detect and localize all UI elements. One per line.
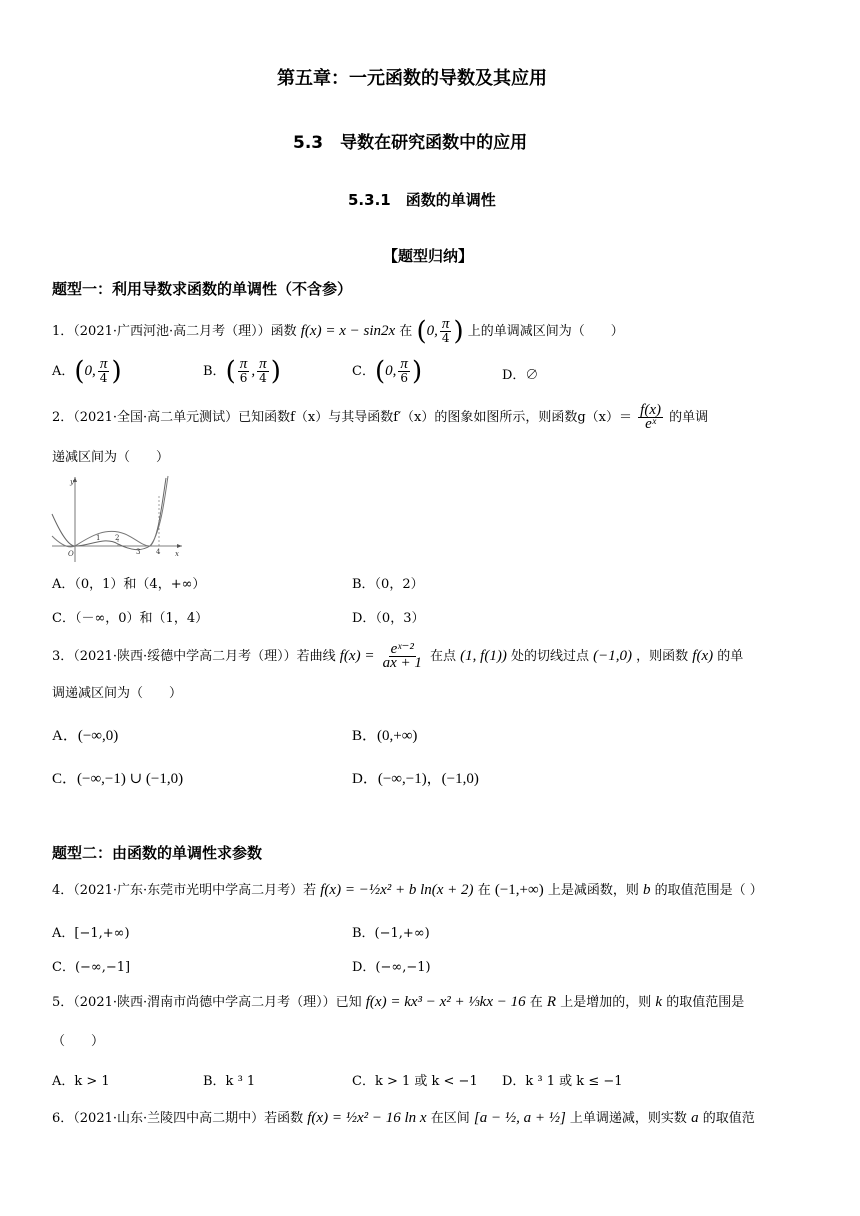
q2-line2: 递减区间为（ ） <box>52 450 170 465</box>
q5-option-b[interactable]: B．k ³ 1 <box>203 1074 256 1089</box>
graph-label-x: x <box>175 550 179 558</box>
q3-mid2: 处的切线过点 <box>510 649 589 664</box>
q5-r: R <box>546 994 557 1010</box>
q5-line2: （ ） <box>52 1034 105 1049</box>
q1-option-d[interactable]: D．∅ <box>502 368 539 383</box>
q5-option-c[interactable]: C．k > 1 或 k < −1 <box>352 1074 478 1089</box>
q3-point2: (−1,0) <box>593 648 632 664</box>
q1-mid: 在 <box>399 324 413 339</box>
q4-prefix: 4．（2021·广东·东莞市光明中学高二月考）若 <box>52 883 317 898</box>
q4-suffix: 上是减函数，则 <box>547 883 639 898</box>
q2-option-d[interactable]: D．（0，3） <box>352 611 425 626</box>
question-2 <box>52 404 708 431</box>
q2-option-b[interactable]: B．（0，2） <box>352 577 424 592</box>
q4-mid: 在 <box>477 883 491 898</box>
q5-suffix2: 的取值范围是 <box>666 995 745 1010</box>
q3-func-left: f(x) = <box>339 648 375 664</box>
x-arrow-icon <box>177 544 182 548</box>
q4-option-c[interactable]: C．(−∞,−1] <box>52 960 131 975</box>
graph-label-o: O <box>68 550 74 558</box>
q1-option-c[interactable]: C．(0, $\frac{\pi}{6}$ ) <box>352 356 423 387</box>
q3-prefix: 3．（2021·陕西·绥德中学高二月考（理））若曲线 <box>52 649 336 664</box>
q3-fx: f(x) <box>692 648 714 664</box>
q3-mid: 在点 <box>430 649 457 664</box>
q3-frac-num: eˣ⁻² <box>390 641 414 657</box>
graph-tick-4: 4 <box>156 548 161 556</box>
section-title: 5.3 导数在研究函数中的应用 <box>293 133 528 153</box>
q4-option-b[interactable]: B．(−1,+∞) <box>352 926 430 941</box>
q3-line2: 调递减区间为（ ） <box>52 686 183 701</box>
summary-heading: 【题型归纳】 <box>383 247 474 265</box>
q6-prefix: 6．（2021·山东·兰陵四中高二期中）若函数 <box>52 1111 304 1126</box>
q1-option-a[interactable]: A．(0, $\frac{\pi}{4}$ ) <box>52 356 122 387</box>
q6-a: a <box>691 1110 699 1126</box>
q6-function: f(x) = ½x² − 16 ln x <box>307 1110 427 1126</box>
q5-function: f(x) = kx³ − x² + ⅓kx − 16 <box>365 994 526 1010</box>
q5-k: k <box>655 994 663 1010</box>
question-5 <box>52 992 744 1013</box>
q3-point: (1, f(1)) <box>460 648 507 664</box>
type2-heading: 题型二：由函数的单调性求参数 <box>52 844 263 862</box>
q3-option-b[interactable]: B．(0,+∞) <box>352 728 418 744</box>
q3-option-a[interactable]: A．(−∞,0) <box>52 728 119 744</box>
q1-option-b[interactable]: B．( $\frac{\pi}{6}$ , $\frac{\pi}{4}$ ) <box>203 356 281 387</box>
q3-option-d[interactable]: D．(−∞,−1)，(−1,0) <box>352 771 479 787</box>
q6-suffix: 上单调递减，则实数 <box>569 1111 687 1126</box>
q4-option-a[interactable]: A．[−1,+∞) <box>52 926 130 941</box>
q4-interval: (−1,+∞) <box>494 882 544 898</box>
q2-line1: 2．（2021·全国·高二单元测试）已知函数f（x）与其导函数f′（x）的图象如图所示，则函数g（x）＝ <box>52 410 633 425</box>
q4-suffix2: 的取值范围是（ ） <box>654 883 763 898</box>
q2-frac-den: eˣ <box>645 416 657 432</box>
question-6 <box>52 1108 755 1129</box>
q6-mid: 在区间 <box>430 1111 470 1126</box>
question-1: 1．（2021·广西河池·高二月考（理））函数 f(x) = x − sin2x 在 (0, $\frac{\pi}{4}$ ) 上的单调减区间为（ ） <box>52 316 624 347</box>
graph-tick-3: 3 <box>136 548 141 556</box>
curve-f-prime <box>52 476 168 547</box>
q5-option-d[interactable]: D．k ³ 1 或 k ≤ −1 <box>502 1074 623 1089</box>
question-4 <box>52 880 763 901</box>
curve-f <box>52 478 166 550</box>
q5-suffix: 上是增加的，则 <box>560 995 652 1010</box>
q3-option-c[interactable]: C．(−∞,−1) ∪ (−1,0) <box>52 771 184 787</box>
q2-frac-num: f(x) <box>640 402 661 418</box>
q3-end: ，则函数 <box>636 649 689 664</box>
q1-suffix: 上的单调减区间为（ ） <box>467 324 624 339</box>
q5-prefix: 5．（2021·陕西·渭南市尚德中学高二月考（理））已知 <box>52 995 362 1010</box>
q6-suffix2: 的取值范 <box>702 1111 755 1126</box>
q3-frac-den: ax + 1 <box>382 655 422 671</box>
graph-tick-2: 2 <box>115 534 120 542</box>
q4-function: f(x) = −½x² + b ln(x + 2) <box>320 882 474 898</box>
subsection-title: 5.3.1 函数的单调性 <box>348 191 496 209</box>
q2-option-c[interactable]: C．（－∞，0）和（1，4） <box>52 611 209 626</box>
graph-label-y: y <box>70 478 74 486</box>
q2-option-a[interactable]: A．（0，1）和（4，+∞） <box>52 577 206 592</box>
graph-tick-1: 1 <box>96 534 101 542</box>
type1-heading: 题型一：利用导数求函数的单调性（不含参） <box>52 280 353 298</box>
question-3 <box>52 643 743 670</box>
chapter-title: 第五章：一元函数的导数及其应用 <box>277 68 547 89</box>
q6-interval: [a − ½, a + ½] <box>473 1110 566 1126</box>
q1-prefix: 1．（2021·广西河池·高二月考（理））函数 <box>52 324 297 339</box>
q3-end2: 的单 <box>717 649 744 664</box>
q4-b: b <box>643 882 651 898</box>
q1-function: f(x) = x − sin2x <box>300 323 396 339</box>
q4-option-d[interactable]: D．(−∞,−1) <box>352 960 431 975</box>
q1-interval: ( <box>416 316 427 347</box>
q2-graph <box>50 474 185 564</box>
q2-line1-end: 的单调 <box>669 410 709 425</box>
q5-mid: 在 <box>529 995 543 1010</box>
q5-option-a[interactable]: A．k > 1 <box>52 1074 110 1089</box>
